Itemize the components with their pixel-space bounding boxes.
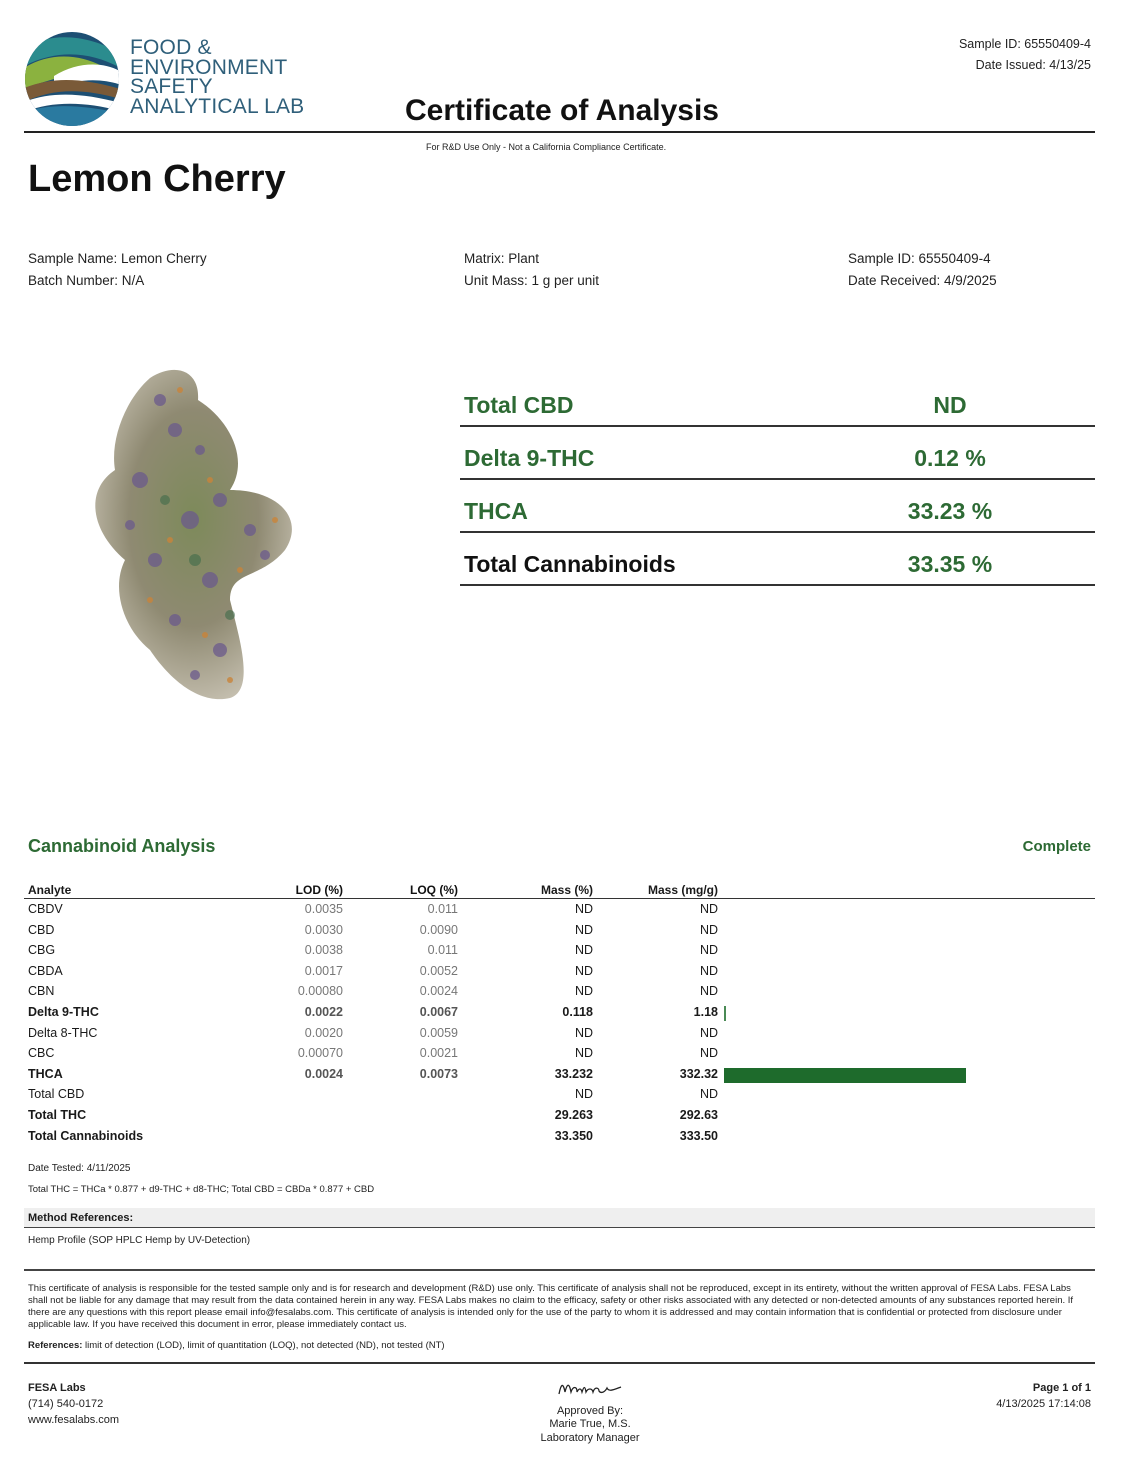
cell-analyte: THCA (28, 1066, 63, 1081)
date-tested: Date Tested: 4/11/2025 (28, 1163, 131, 1174)
cell-mass-pct: ND (574, 943, 593, 958)
table-row (24, 1084, 1095, 1105)
cell-loq: 0.0090 (419, 922, 458, 937)
header-date-issued: Date Issued: 4/13/25 (975, 58, 1091, 72)
table-row (24, 920, 1095, 941)
cell-lod: 0.0024 (304, 1066, 343, 1081)
cell-lod: 0.00080 (297, 984, 343, 999)
cell-mass-mg: ND (699, 922, 718, 937)
section-divider (24, 1269, 1095, 1271)
cell-loq: 0.0052 (419, 963, 458, 978)
summary-row-total-cannabinoids (460, 533, 1095, 586)
cell-mass-pct: 33.232 (554, 1066, 593, 1081)
cell-mass-pct: 33.350 (554, 1128, 593, 1143)
table-row (24, 1043, 1095, 1064)
sample-info-col-3 (848, 248, 997, 292)
footer-contact (28, 1380, 119, 1428)
sample-photo (80, 360, 320, 705)
cell-mass-pct: ND (574, 984, 593, 999)
lab-name (130, 38, 304, 116)
approver-name: Marie True, M.S. (549, 1418, 631, 1430)
summary-label: Delta 9-THC (464, 445, 595, 471)
approver-title: Laboratory Manager (540, 1431, 640, 1444)
cell-analyte: CBDA (28, 963, 63, 978)
summary-label: Total CBD (464, 392, 574, 418)
cell-mass-pct: ND (574, 902, 593, 916)
cell-mass-pct: 0.118 (562, 1004, 593, 1019)
cell-lod: 0.0030 (304, 922, 343, 937)
cell-analyte: Total THC (28, 1107, 87, 1122)
cell-mass-pct: 29.263 (554, 1107, 593, 1122)
footer-divider (24, 1362, 1095, 1364)
document-title: Certificate of Analysis (405, 94, 719, 127)
cell-lod: 0.0017 (304, 963, 343, 978)
footer-website: www.fesalabs.com (28, 1414, 120, 1426)
approved-by-label: Approved By: (556, 1404, 624, 1417)
report-timestamp: 4/13/2025 17:14:08 (996, 1398, 1091, 1410)
cell-mass-mg: ND (699, 963, 718, 978)
cell-analyte: CBN (28, 984, 55, 999)
logo-line: FOOD & (130, 36, 212, 59)
disclaimer: This certificate of analysis is responsible for the tested sample only and is for research and development (R&D) use only. This certificate of analysis shall not be reproduced, except in its entirety, without the written approval of FESA Labs. FESA Labs shall not be liable for any damage that may result from the data contained herein in any way. FESA Labs makes no claim to the efficacy, safety or other risks associated with any detected or non-detected amounts of any substances reported herein. If there are any questions with this report please email info@fesalabs.com. This certificate of analysis is intended only for the use of the party to whom it is addressed and may contain information that is confidential or protected from disclosure under applicable law. If you have received this document in error, please immediately contact us. (28, 1283, 1074, 1330)
cell-lod: 0.0020 (304, 1025, 343, 1040)
cell-loq: 0.0067 (419, 1004, 458, 1019)
table-row (24, 1064, 1095, 1085)
table-header (24, 880, 1095, 899)
cell-mass-mg: 1.18 (693, 1004, 718, 1019)
cell-mass-mg: ND (699, 1025, 718, 1040)
table-row (24, 961, 1095, 982)
header-meta (959, 34, 1091, 76)
summary-value: 33.35 % (907, 551, 993, 577)
cell-mass-pct: ND (574, 1087, 593, 1102)
table-row (24, 981, 1095, 1002)
sample-info-col-1 (28, 248, 207, 292)
references-text: limit of detection (LOD), limit of quantitation (LOQ), not detected (ND), not tested (NT) (82, 1340, 445, 1351)
header-sample-id: Sample ID: 65550409-4 (958, 37, 1091, 51)
page-number: Page 1 of 1 (1032, 1382, 1091, 1394)
col-loq: LOQ (%) (410, 883, 458, 897)
references-label: References: (28, 1340, 83, 1351)
col-lod: LOD (%) (295, 883, 343, 897)
table-row (24, 899, 1095, 920)
cell-mass-mg: ND (699, 943, 718, 958)
analysis-status: Complete (1022, 838, 1091, 855)
cell-mass-mg: ND (699, 902, 718, 916)
lab-logo-mark (24, 30, 124, 128)
cell-mass-pct: ND (574, 1046, 593, 1061)
cell-analyte: Delta 8-THC (28, 1025, 98, 1040)
unit-mass: Unit Mass: 1 g per unit (464, 273, 600, 288)
cell-mass-mg: 333.50 (679, 1128, 718, 1143)
cell-analyte: Total CBD (28, 1087, 85, 1102)
logo-line: ENVIRONMENT (130, 55, 288, 79)
cell-loq: 0.0059 (419, 1025, 458, 1040)
summary-row-thca (460, 480, 1095, 533)
logo-line: SAFETY (130, 75, 213, 98)
summary-label: Total Cannabinoids (464, 551, 676, 577)
cell-lod: 0.0035 (304, 902, 343, 916)
method-references-title: Method References: (28, 1212, 134, 1224)
method-references-header (24, 1208, 1095, 1228)
date-received: Date Received: 4/9/2025 (848, 273, 997, 288)
cell-mass-mg: 292.63 (679, 1107, 718, 1122)
mass-bar (724, 1006, 726, 1021)
table-row (24, 1023, 1095, 1044)
summary-row-total-cbd (460, 390, 1095, 427)
summary-value: ND (933, 392, 967, 418)
cell-analyte: CBD (28, 922, 55, 937)
header-divider (24, 131, 1095, 133)
cell-analyte: CBC (28, 1046, 55, 1061)
batch-number: Batch Number: N/A (28, 273, 145, 288)
method-references-text: Hemp Profile (SOP HPLC Hemp by UV-Detection) (28, 1235, 251, 1246)
logo-line: ANALYTICAL LAB (130, 94, 305, 118)
sample-name: Sample Name: Lemon Cherry (28, 251, 207, 266)
cell-mass-pct: ND (574, 963, 593, 978)
cell-loq: 0.0073 (419, 1066, 458, 1081)
matrix: Matrix: Plant (464, 251, 540, 266)
potency-summary (460, 390, 1095, 586)
cell-lod: 0.0038 (304, 943, 343, 958)
cell-analyte: CBG (28, 943, 56, 958)
lab-logo (24, 30, 324, 130)
footer-phone: (714) 540-0172 (28, 1398, 104, 1410)
cell-analyte: Delta 9-THC (28, 1004, 99, 1019)
summary-row-delta9 (460, 427, 1095, 480)
table-row (24, 1105, 1095, 1126)
summary-label: THCA (464, 498, 528, 524)
references (28, 1340, 445, 1351)
col-mass-pct: Mass (%) (540, 883, 593, 897)
cell-mass-pct: ND (574, 1025, 593, 1040)
cell-analyte: CBDV (28, 902, 63, 916)
analysis-table (24, 880, 1095, 1146)
table-row (24, 1002, 1095, 1023)
table-row (24, 940, 1095, 961)
col-mass-mg: Mass (mg/g) (647, 883, 718, 897)
table-body (24, 899, 1095, 1146)
col-analyte: Analyte (28, 883, 72, 897)
cell-mass-mg: ND (699, 984, 718, 999)
calculation-formula: Total THC = THCa * 0.877 + d9-THC + d8-THC; Total CBD = CBDa * 0.877 + CBD (28, 1184, 375, 1195)
footer-approval (490, 1376, 690, 1445)
footer-company: FESA Labs (28, 1382, 86, 1394)
sample-info-col-2 (464, 248, 599, 292)
cell-loq: 0.0024 (419, 984, 458, 999)
cell-loq: 0.011 (427, 902, 458, 916)
table-row (24, 1126, 1095, 1147)
cell-loq: 0.0021 (419, 1046, 458, 1061)
cell-mass-mg: 332.32 (679, 1066, 718, 1081)
signature (555, 1376, 625, 1400)
footer-page-info (996, 1380, 1091, 1412)
cell-loq: 0.011 (427, 943, 458, 958)
sample-id: Sample ID: 65550409-4 (848, 251, 991, 266)
cell-mass-mg: ND (699, 1046, 718, 1061)
cell-mass-pct: ND (574, 922, 593, 937)
analysis-title: Cannabinoid Analysis (28, 836, 216, 856)
cell-mass-mg: ND (699, 1087, 718, 1102)
summary-value: 33.23 % (907, 498, 993, 524)
cell-lod: 0.0022 (304, 1004, 343, 1019)
cell-lod: 0.00070 (297, 1046, 343, 1061)
compliance-note: For R&D Use Only - Not a California Compliance Certificate. (426, 142, 667, 152)
product-name: Lemon Cherry (28, 158, 286, 200)
summary-value: 0.12 % (914, 445, 986, 471)
cell-analyte: Total Cannabinoids (28, 1128, 144, 1143)
mass-bar (724, 1068, 966, 1083)
